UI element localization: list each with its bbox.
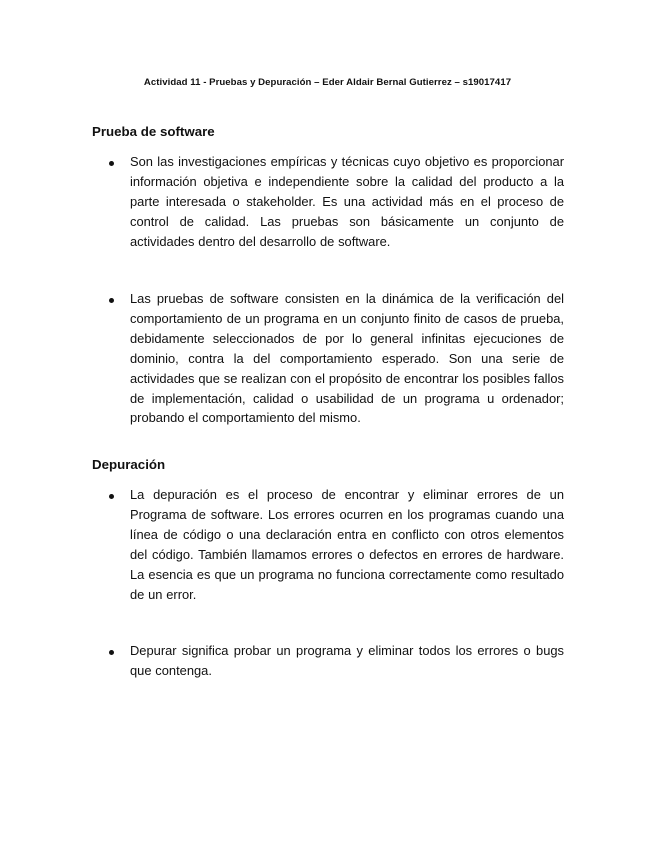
list-item — [92, 289, 564, 428]
bullet-text: La depuración es el proceso de encontrar y eliminar errores de un Programa de software. Los errores ocurren en los programas cuando una línea de código o una declaración entra en conflicto con otros elementos del código. También llamamos errores o defectos en errores de hardware. La esencia es que un programa no funciona correctamente como resultado de un error. — [130, 487, 564, 602]
bullet-list — [92, 152, 564, 252]
bullet-list — [92, 289, 564, 428]
list-item — [92, 152, 564, 252]
list-item — [92, 641, 564, 681]
bullet-list — [92, 641, 564, 681]
bullet-icon — [109, 298, 114, 303]
list-item — [92, 485, 564, 604]
bullet-text: Son las investigaciones empíricas y técnicas cuyo objetivo es proporcionar información objetiva e independiente sobre la calidad del producto a la parte interesada o stakeholder. Es una actividad más en el proceso de control de calidad. Las pruebas son básicamente un conjunto de actividades dentro del desarrollo de software. — [130, 154, 564, 249]
bullet-icon — [109, 161, 114, 166]
bullet-text: Depurar significa probar un programa y eliminar todos los errores o bugs que contenga. — [130, 643, 564, 678]
bullet-icon — [109, 650, 114, 655]
bullet-list — [92, 485, 564, 604]
section-title-prueba-de-software: Prueba de software — [92, 124, 215, 139]
section-title-depuracion: Depuración — [92, 457, 166, 472]
document-header: Actividad 11 - Pruebas y Depuración – Eder Aldair Bernal Gutierrez – s19017417 — [143, 77, 512, 88]
bullet-text: Las pruebas de software consisten en la dinámica de la verificación del comportamiento de un programa en un conjunto finito de casos de prueba, debidamente seleccionados de por lo general infinitas ejecuciones de dominio, contra la del comportamiento esperado. Son una serie de actividades que se realizan con el propósito de encontrar los posibles fallos de implementación, calidad o usabilidad de un programa u ordenador; probando el comportamiento del mismo. — [130, 291, 564, 426]
bullet-icon — [109, 494, 114, 499]
